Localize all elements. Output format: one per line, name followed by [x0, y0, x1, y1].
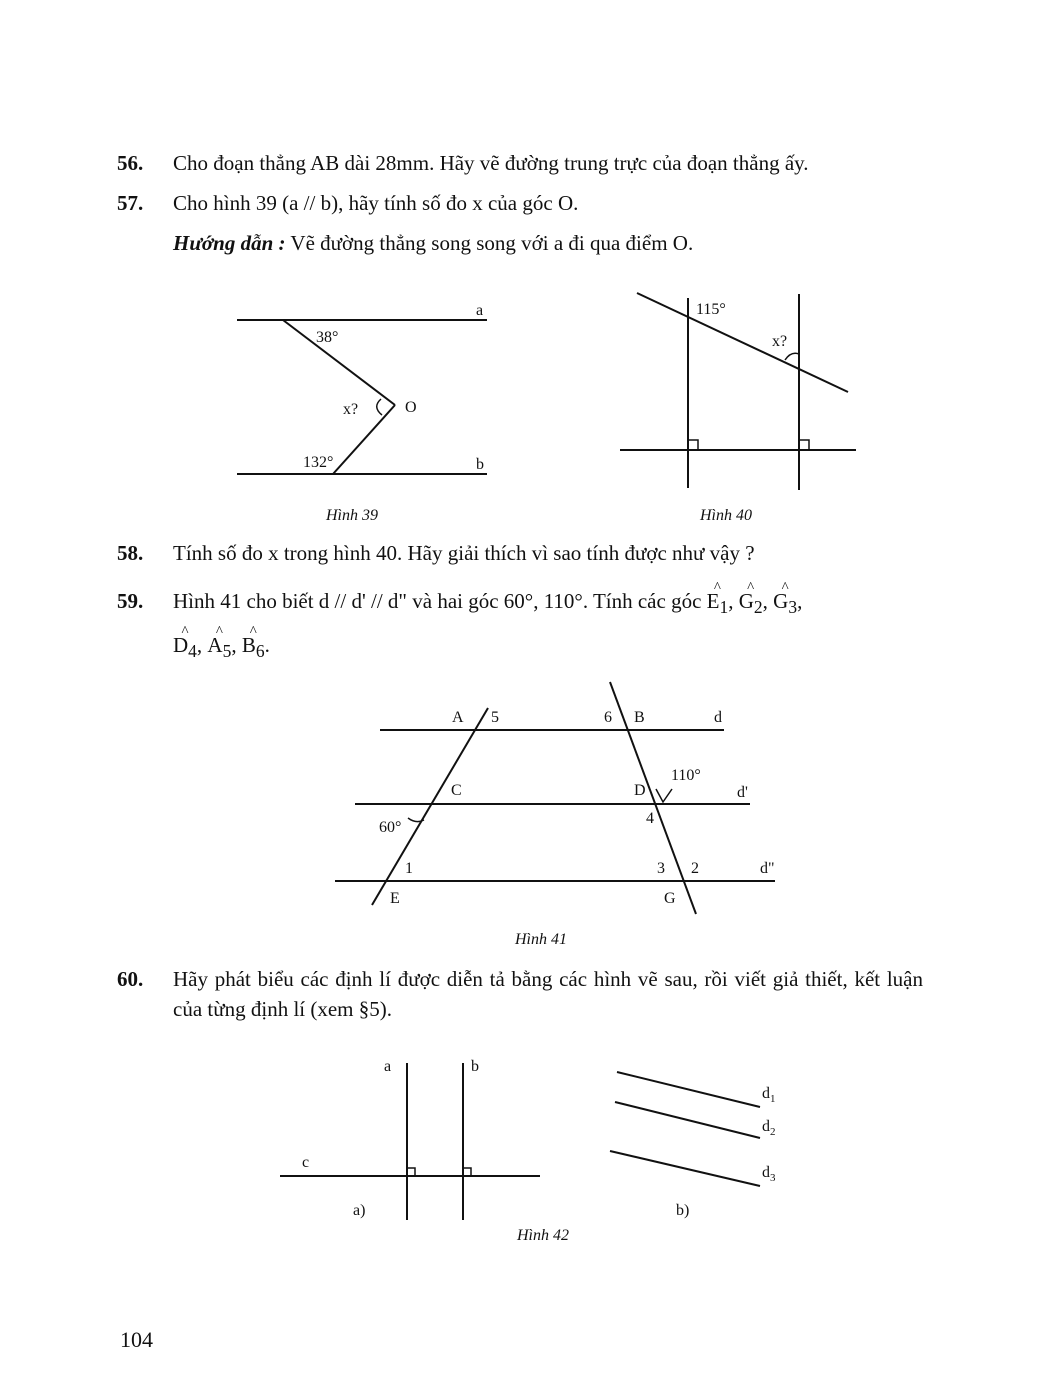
label-1: 1: [405, 860, 413, 877]
label-d2: $d_2$: [762, 1118, 776, 1138]
label-sub-a: a): [353, 1202, 366, 1219]
caption-hinh-39: Hình 39: [326, 507, 378, 524]
caption-hinh-41: Hình 41: [515, 931, 567, 948]
label-O: O: [405, 399, 417, 416]
right-angle-mark-b: [463, 1168, 471, 1176]
hint-label: Hướng dẫn :: [173, 231, 286, 255]
exercise-text: Hình 41 cho biết d // d' // d" và hai góc 60°, 110°. Tính các góc ^ $E_1$, ^ $G_2$, ^ $G_3$,: [173, 588, 802, 620]
label-b: b: [476, 456, 484, 473]
label-B: B: [634, 709, 645, 726]
exercise-number: 60.: [117, 967, 144, 991]
angle-arc-x: [785, 353, 799, 360]
caption-hinh-42: Hình 42: [517, 1227, 569, 1244]
label-a: a: [476, 302, 484, 319]
right-angle-mark-a: [407, 1168, 415, 1176]
label-angle-110: 110°: [671, 767, 701, 784]
line-d3: [610, 1151, 760, 1186]
label-d3: $d_3$: [762, 1164, 776, 1184]
figure-42a: [280, 1063, 540, 1220]
exercise-text-line1: Hình 41 cho biết d // d' // d" và hai góc 60°, 110°. Tính các góc: [173, 589, 702, 613]
angle-D4: ^ $D_4$: [173, 632, 197, 664]
hint-text: Vẽ đường thẳng song song với a đi qua điểm O.: [290, 231, 694, 255]
label-x: x?: [772, 333, 788, 350]
label-D: D: [634, 782, 646, 799]
angle-mark-110: [656, 789, 672, 802]
label-sub-b: b): [676, 1202, 690, 1219]
label-G: G: [664, 890, 676, 907]
figure-39: [237, 320, 487, 474]
figure-40: [620, 293, 856, 490]
exercise-number: 58.: [117, 541, 144, 565]
label-c: c: [302, 1154, 310, 1171]
angle-E1: ^ $E_1$: [707, 588, 729, 620]
exercise-number: 59.: [117, 589, 144, 613]
exercise-60-text: Hãy phát biểu các định lí được diễn tả bằng các hình vẽ sau, rồi viết giả thiết, kết luận của từng định lí (xem §5).: [173, 967, 923, 1021]
exercise-text: Cho hình 39 (a // b), hãy tính số đo x của góc O.: [173, 191, 579, 215]
label-x: x?: [343, 401, 359, 418]
label-angle-132: 132°: [303, 454, 334, 471]
label-3: 3: [657, 860, 665, 877]
label-d-prime: d': [737, 784, 748, 801]
caption-hinh-40: Hình 40: [700, 507, 752, 524]
line-d1: [617, 1072, 760, 1107]
right-angle-mark-right: [799, 440, 809, 450]
segment-upper: [283, 320, 395, 405]
exercise-number: 57.: [117, 191, 144, 215]
exercise-text: Cho đoạn thẳng AB dài 28mm. Hãy vẽ đường trung trực của đoạn thẳng ấy.: [173, 151, 809, 175]
angle-A5: ^ $A_5$: [207, 632, 231, 664]
page-number: 104: [120, 1327, 153, 1352]
label-d: d: [714, 709, 722, 726]
label-C: C: [451, 782, 462, 799]
angle-arc-x: [377, 399, 382, 415]
label-angle-115: 115°: [696, 301, 726, 318]
label-angle-38: 38°: [316, 329, 339, 346]
label-d1: $d_1$: [762, 1085, 776, 1105]
label-angle-60: 60°: [379, 819, 402, 836]
right-angle-mark-left: [688, 440, 698, 450]
exercise-text: Tính số đo x trong hình 40. Hãy giải thích vì sao tính được như vậy ?: [173, 541, 755, 565]
label-d-double-prime: d": [760, 860, 775, 877]
figure-42b: [610, 1072, 760, 1186]
label-2: 2: [691, 860, 699, 877]
line-d2: [615, 1102, 760, 1138]
angle-G3: ^ $G_3$: [773, 588, 797, 620]
angle-G2: ^ $G_2$: [739, 588, 763, 620]
transversal: [637, 293, 848, 392]
angle-B6: ^ $B_6$: [242, 632, 265, 664]
line-BG: [610, 682, 696, 914]
line-AE: [372, 708, 488, 905]
label-E: E: [390, 890, 400, 907]
figure-41: [335, 682, 775, 914]
label-4: 4: [646, 810, 654, 827]
label-6: 6: [604, 709, 612, 726]
label-5: 5: [491, 709, 499, 726]
label-a: a: [384, 1058, 392, 1075]
exercise-number: 56.: [117, 151, 144, 175]
label-A: A: [452, 709, 464, 726]
label-b: b: [471, 1058, 479, 1075]
